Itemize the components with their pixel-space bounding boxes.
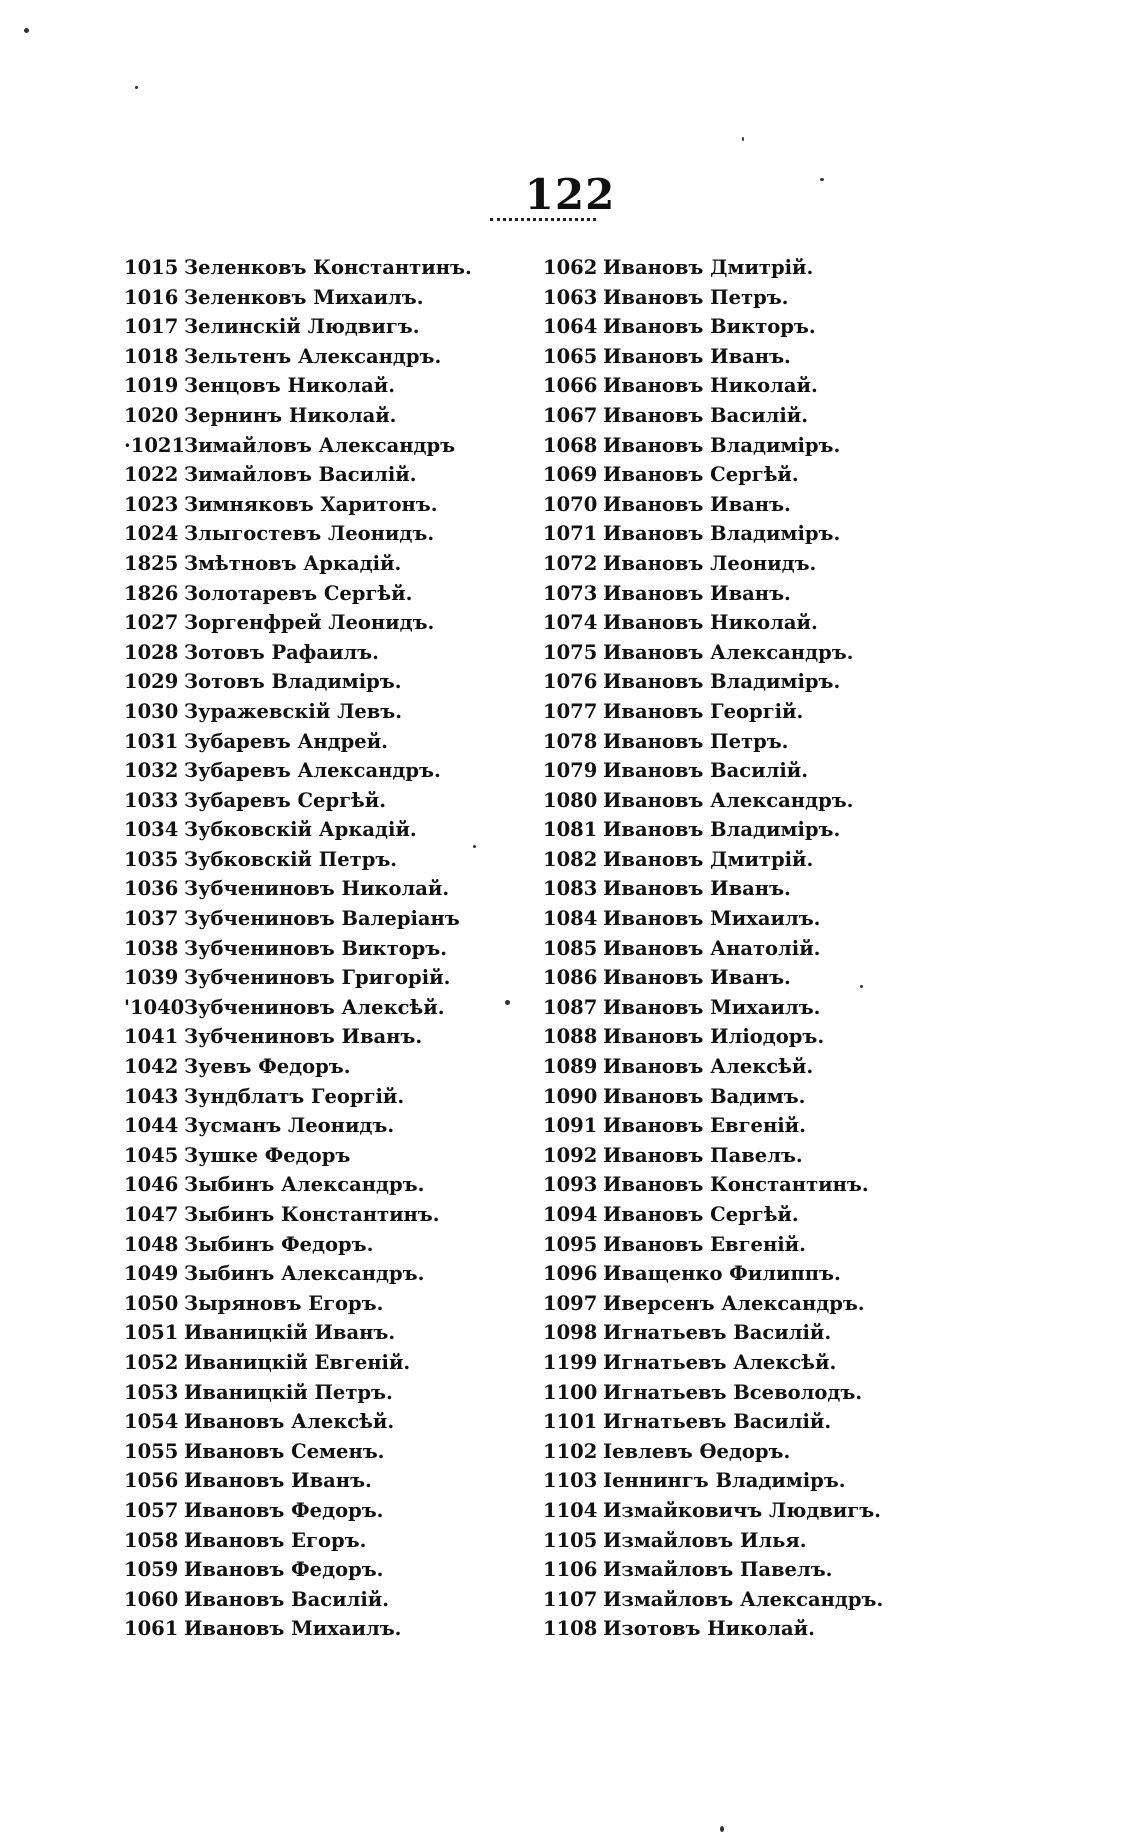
entry-name: Иващенко Филиппъ. [603, 1262, 841, 1286]
entry-number: 1108 [543, 1617, 598, 1641]
list-item [124, 993, 472, 1023]
print-speck [860, 985, 863, 988]
entry-number: 1048 [124, 1232, 179, 1256]
entry-number: 1027 [124, 611, 179, 635]
page-number: 122 [524, 170, 616, 219]
entry-name: Ивановъ Иванъ. [603, 581, 791, 605]
list-item [124, 460, 472, 490]
entry-number: 1033 [124, 788, 179, 812]
list-item [124, 963, 472, 993]
right-column [543, 253, 883, 1644]
entry-number: 1078 [543, 729, 598, 753]
print-speck [820, 178, 824, 181]
entry-number: 1105 [543, 1528, 598, 1552]
list-item [543, 638, 883, 668]
entry-name: Ивановъ Егоръ. [184, 1528, 367, 1552]
list-item [124, 1526, 472, 1556]
list-item [543, 1259, 883, 1289]
list-item [124, 1230, 472, 1260]
entry-name: Зусманъ Леонидъ. [184, 1114, 395, 1138]
entry-name: Игнатьевъ Всеволодъ. [603, 1380, 863, 1404]
list-item [124, 549, 472, 579]
entry-number: 1095 [543, 1232, 598, 1256]
entry-number: '1040 [124, 995, 185, 1019]
entry-number: 1053 [124, 1380, 179, 1404]
list-item [124, 431, 472, 461]
list-item [124, 1052, 472, 1082]
entry-number: 1096 [543, 1262, 598, 1286]
entry-number: 1023 [124, 492, 179, 516]
entry-number: 1091 [543, 1114, 598, 1138]
entry-name: Ивановъ Василій. [603, 403, 809, 427]
list-item [543, 460, 883, 490]
entry-name: Зыбинъ Александръ. [184, 1262, 425, 1286]
entry-name: Ивановъ Александръ. [603, 788, 854, 812]
entry-number: 1037 [124, 907, 179, 931]
entry-number: 1085 [543, 936, 598, 960]
list-item [124, 371, 472, 401]
entry-number: 1058 [124, 1528, 179, 1552]
entry-number: 1028 [124, 640, 179, 664]
entry-name: Зубаревъ Андрей. [184, 729, 388, 753]
entry-name: Ивановъ Михаилъ. [603, 907, 821, 931]
entry-name: Ивановъ Дмитрій. [603, 256, 814, 279]
entry-number: 1107 [543, 1587, 598, 1611]
entry-name: Зуражевскій Левъ. [184, 699, 403, 723]
list-item [543, 1496, 883, 1526]
entry-name: Ивановъ Дмитрій. [603, 847, 814, 871]
print-speck [473, 845, 476, 848]
entry-name: Ивановъ Иліодоръ. [603, 1025, 825, 1049]
entry-number: 1055 [124, 1439, 179, 1463]
entry-name: Зубчениновъ Валеріанъ [184, 907, 460, 931]
list-item [543, 579, 883, 609]
entry-name: Ивановъ Федоръ. [184, 1558, 384, 1582]
entry-name: Зельтенъ Александръ. [184, 344, 442, 368]
list-item [543, 1555, 883, 1585]
entry-number: 1054 [124, 1410, 179, 1434]
list-item [124, 1496, 472, 1526]
entry-name: Зуевъ Федоръ. [184, 1055, 351, 1079]
entry-name: Зундблатъ Георгій. [184, 1084, 405, 1108]
list-item [124, 697, 472, 727]
entry-number: 1094 [543, 1203, 598, 1226]
entry-name: Ивановъ Николай. [603, 374, 818, 398]
entry-name: Зубчениновъ Алексѣй. [184, 995, 445, 1019]
list-item [543, 1614, 883, 1644]
entry-number: 1090 [543, 1084, 598, 1108]
entry-name: Іевлевъ Ѳедоръ. [603, 1439, 791, 1463]
list-item [124, 283, 472, 313]
list-item [124, 727, 472, 757]
list-item [543, 697, 883, 727]
entry-name: Зернинъ Николай. [184, 403, 397, 427]
entry-name: Зеленковъ Михаилъ. [184, 285, 424, 309]
entry-number: 1102 [543, 1439, 598, 1463]
entry-number: ·1021 [124, 433, 186, 457]
list-item [543, 1052, 883, 1082]
entry-name: Ивановъ Александръ. [603, 640, 854, 664]
entry-name: Зыряновъ Егоръ. [184, 1291, 384, 1315]
entry-number: 1022 [124, 463, 179, 487]
entry-number: 1015 [124, 256, 179, 279]
list-item [124, 342, 472, 372]
list-item [124, 1200, 472, 1230]
entry-name: Ивановъ Василій. [603, 759, 809, 783]
entry-name: Зеленковъ Константинъ. [184, 256, 472, 279]
entry-name: Ивановъ Василій. [184, 1587, 390, 1611]
entry-number: 1104 [543, 1498, 598, 1522]
entry-name: Зубчениновъ Григорій. [184, 966, 451, 990]
entry-number: 1056 [124, 1469, 179, 1493]
list-item [543, 431, 883, 461]
entry-number: 1046 [124, 1173, 179, 1197]
entry-number: 1071 [543, 522, 598, 546]
entry-name: Изотовъ Николай. [603, 1617, 815, 1641]
entry-number: 1070 [543, 492, 598, 516]
list-item [124, 1022, 472, 1052]
list-item [124, 756, 472, 786]
entry-number: 1034 [124, 818, 179, 842]
entry-number: 1101 [543, 1410, 598, 1434]
entry-name: Ивановъ Петръ. [603, 285, 789, 309]
entry-name: Ивановъ Владиміръ. [603, 522, 841, 546]
entry-number: 1057 [124, 1498, 179, 1522]
entry-name: Ивановъ Иванъ. [603, 877, 791, 901]
list-item [124, 1111, 472, 1141]
list-item [543, 727, 883, 757]
entry-number: 1073 [543, 581, 598, 605]
entry-number: 1047 [124, 1203, 179, 1226]
entry-number: 1017 [124, 315, 179, 339]
entry-number: 1049 [124, 1262, 179, 1286]
entry-name: Іеннингъ Владиміръ. [603, 1469, 846, 1493]
entry-name: Ивановъ Константинъ. [603, 1173, 869, 1197]
list-item [124, 312, 472, 342]
entry-number: 1065 [543, 344, 598, 368]
entry-name: Зубковскій Петръ. [184, 847, 398, 871]
entry-name: Зыбинъ Константинъ. [184, 1203, 440, 1226]
entry-number: 1063 [543, 285, 598, 309]
entry-number: 1024 [124, 522, 179, 546]
entry-number: 1043 [124, 1084, 179, 1108]
entry-name: Зушке Федоръ [184, 1143, 351, 1167]
entry-name: Иваницкій Иванъ. [184, 1321, 396, 1345]
list-item [124, 1378, 472, 1408]
list-item [543, 786, 883, 816]
list-item [124, 815, 472, 845]
entry-name: Зыбинъ Александръ. [184, 1173, 425, 1197]
entry-name: Ивановъ Леонидъ. [603, 551, 817, 575]
list-item [124, 1289, 472, 1319]
entry-name: Игнатьевъ Василій. [603, 1410, 832, 1434]
entry-number: 1199 [543, 1350, 598, 1374]
list-item [543, 1289, 883, 1319]
entry-number: 1036 [124, 877, 179, 901]
list-item [124, 1348, 472, 1378]
entry-name: Ивановъ Алексѣй. [184, 1410, 395, 1434]
entry-number: 1092 [543, 1143, 598, 1167]
list-item [124, 401, 472, 431]
entry-name: Ивановъ Сергѣй. [603, 1203, 799, 1226]
list-item [543, 1378, 883, 1408]
entry-number: 1061 [124, 1617, 179, 1641]
entry-number: 1066 [543, 374, 598, 398]
entry-number: 1075 [543, 640, 598, 664]
entry-name: Ивановъ Владиміръ. [603, 670, 841, 694]
entry-number: 1098 [543, 1321, 598, 1345]
list-item [124, 1614, 472, 1644]
entry-number: 1087 [543, 995, 598, 1019]
list-item [124, 1437, 472, 1467]
entry-number: 1030 [124, 699, 179, 723]
entry-number: 1020 [124, 403, 179, 427]
entry-name: Зыбинъ Федоръ. [184, 1232, 374, 1256]
entry-number: 1059 [124, 1558, 179, 1582]
entry-name: Ивановъ Михаилъ. [603, 995, 821, 1019]
entry-number: 1068 [543, 433, 598, 457]
entry-number: 1039 [124, 966, 179, 990]
entry-name: Ивановъ Владиміръ. [603, 818, 841, 842]
print-speck [24, 28, 29, 33]
entry-number: 1076 [543, 670, 598, 694]
list-item [124, 845, 472, 875]
entry-number: 1035 [124, 847, 179, 871]
list-item [124, 1555, 472, 1585]
entry-number: 1029 [124, 670, 179, 694]
list-item [124, 786, 472, 816]
entry-name: Змѣтновъ Аркадій. [184, 551, 402, 575]
entry-number: 1044 [124, 1114, 179, 1138]
entry-name: Зубчениновъ Викторъ. [184, 936, 448, 960]
entry-name: Ивановъ Анатолій. [603, 936, 821, 960]
list-item [124, 608, 472, 638]
entry-name: Ивановъ Иванъ. [184, 1469, 372, 1493]
list-item [124, 253, 472, 283]
list-item [543, 963, 883, 993]
entry-name: Измайковичъ Людвигъ. [603, 1498, 881, 1522]
list-item [543, 371, 883, 401]
list-item [543, 815, 883, 845]
list-item [543, 312, 883, 342]
entry-name: Ивановъ Петръ. [603, 729, 789, 753]
entry-name: Ивановъ Викторъ. [603, 315, 816, 339]
entry-name: Ивановъ Михаилъ. [184, 1617, 402, 1641]
list-item [543, 1585, 883, 1615]
entry-number: 1097 [543, 1291, 598, 1315]
entry-number: 1050 [124, 1291, 179, 1315]
entry-name: Зелинскій Людвигъ. [184, 315, 420, 339]
list-item [543, 283, 883, 313]
entry-name: Ивановъ Вадимъ. [603, 1084, 806, 1108]
list-item [543, 253, 883, 283]
entry-name: Иваницкій Петръ. [184, 1380, 393, 1404]
list-item [543, 993, 883, 1023]
entry-name: Ивановъ Евгеній. [603, 1232, 806, 1256]
entry-name: Зотовъ Рафаилъ. [184, 640, 379, 664]
entry-name: Ивановъ Иванъ. [603, 492, 791, 516]
entry-number: 1032 [124, 759, 179, 783]
entry-number: 1062 [543, 256, 598, 279]
entry-name: Ивановъ Федоръ. [184, 1498, 384, 1522]
print-speck [742, 137, 744, 141]
entry-name: Зубаревъ Александръ. [184, 759, 441, 783]
entry-number: 1081 [543, 818, 598, 842]
entry-name: Измайловъ Павелъ. [603, 1558, 833, 1582]
list-item [543, 1200, 883, 1230]
entry-name: Измайловъ Александръ. [603, 1587, 884, 1611]
entry-number: 1067 [543, 403, 598, 427]
entry-number: 1069 [543, 463, 598, 487]
entry-number: 1064 [543, 315, 598, 339]
entry-name: Ивановъ Владиміръ. [603, 433, 841, 457]
list-item [124, 874, 472, 904]
list-item [543, 519, 883, 549]
entry-number: 1051 [124, 1321, 179, 1345]
entry-number: 1103 [543, 1469, 598, 1493]
entry-number: 1018 [124, 344, 179, 368]
list-item [543, 1348, 883, 1378]
list-item [543, 934, 883, 964]
list-item [543, 667, 883, 697]
list-item [543, 608, 883, 638]
entry-number: 1106 [543, 1558, 598, 1582]
entry-number: 1045 [124, 1143, 179, 1167]
print-speck [720, 1826, 724, 1832]
list-item [124, 1407, 472, 1437]
entry-number: 1041 [124, 1025, 179, 1049]
entry-name: Ивановъ Алексѣй. [603, 1055, 814, 1079]
list-item [543, 1022, 883, 1052]
entry-number: 1826 [124, 581, 179, 605]
list-item [543, 490, 883, 520]
entry-name: Ивановъ Семенъ. [184, 1439, 385, 1463]
list-item [124, 1585, 472, 1615]
entry-name: Зимайловъ Василій. [184, 463, 417, 487]
entry-name: Зубковскій Аркадій. [184, 818, 417, 842]
print-speck [135, 86, 138, 89]
list-item [543, 401, 883, 431]
entry-name: Злыгостевъ Леонидъ. [184, 522, 435, 546]
list-item [124, 1082, 472, 1112]
list-item [124, 1318, 472, 1348]
list-item [543, 1318, 883, 1348]
entry-name: Игнатьевъ Василій. [603, 1321, 832, 1345]
left-column [124, 253, 472, 1644]
entry-number: 1089 [543, 1055, 598, 1079]
entry-number: 1100 [543, 1380, 598, 1404]
entry-name: Золотаревъ Сергѣй. [184, 581, 413, 605]
entry-number: 1088 [543, 1025, 598, 1049]
list-item [543, 1170, 883, 1200]
entry-number: 1086 [543, 966, 598, 990]
list-item [124, 1259, 472, 1289]
list-item [124, 638, 472, 668]
list-item [543, 1437, 883, 1467]
list-item [124, 490, 472, 520]
list-item [543, 1082, 883, 1112]
entry-number: 1016 [124, 285, 179, 309]
page-number-rule [490, 218, 596, 221]
entry-number: 1074 [543, 611, 598, 635]
list-item [543, 904, 883, 934]
list-item [124, 904, 472, 934]
entry-name: Зенцовъ Николай. [184, 374, 396, 398]
list-item [124, 519, 472, 549]
entry-name: Зимайловъ Александръ [184, 433, 456, 457]
entry-number: 1072 [543, 551, 598, 575]
entry-name: Ивановъ Евгеній. [603, 1114, 806, 1138]
list-item [124, 579, 472, 609]
list-item [543, 549, 883, 579]
entry-number: 1042 [124, 1055, 179, 1079]
list-item [543, 1466, 883, 1496]
entry-name: Ивановъ Иванъ. [603, 344, 791, 368]
entry-number: 1031 [124, 729, 179, 753]
entry-name: Ивановъ Николай. [603, 611, 818, 635]
entry-name: Иверсенъ Александръ. [603, 1291, 865, 1315]
list-item [124, 1466, 472, 1496]
entry-name: Зоргенфрей Леонидъ. [184, 611, 435, 635]
entry-number: 1083 [543, 877, 598, 901]
list-item [543, 756, 883, 786]
entry-number: 1077 [543, 699, 598, 723]
entry-number: 1019 [124, 374, 179, 398]
entry-name: Игнатьевъ Алексѣй. [603, 1350, 837, 1374]
entry-number: 1093 [543, 1173, 598, 1197]
entry-name: Зубчениновъ Иванъ. [184, 1025, 423, 1049]
list-item [543, 342, 883, 372]
entry-name: Ивановъ Сергѣй. [603, 463, 799, 487]
list-item [543, 1230, 883, 1260]
entry-name: Зотовъ Владиміръ. [184, 670, 402, 694]
list-item [124, 1141, 472, 1171]
list-item [543, 874, 883, 904]
entry-name: Измайловъ Илья. [603, 1528, 807, 1552]
entry-number: 1825 [124, 551, 179, 575]
list-item [543, 1526, 883, 1556]
entry-name: Ивановъ Павелъ. [603, 1143, 803, 1167]
list-item [124, 667, 472, 697]
entry-number: 1060 [124, 1587, 179, 1611]
entry-name: Ивановъ Георгій. [603, 699, 804, 723]
entry-number: 1052 [124, 1350, 179, 1374]
print-speck [505, 1000, 510, 1005]
list-item [124, 934, 472, 964]
list-item [124, 1170, 472, 1200]
entry-number: 1082 [543, 847, 598, 871]
entry-number: 1079 [543, 759, 598, 783]
entry-name: Зубчениновъ Николай. [184, 877, 450, 901]
entry-name: Иваницкій Евгеній. [184, 1350, 411, 1374]
entry-name: Зубаревъ Сергѣй. [184, 788, 386, 812]
list-item [543, 1407, 883, 1437]
entry-number: 1038 [124, 936, 179, 960]
entry-name: Зимняковъ Харитонъ. [184, 492, 438, 516]
entry-name: Ивановъ Иванъ. [603, 966, 791, 990]
list-item [543, 845, 883, 875]
entry-number: 1080 [543, 788, 598, 812]
list-item [543, 1141, 883, 1171]
entry-number: 1084 [543, 907, 598, 931]
list-item [543, 1111, 883, 1141]
